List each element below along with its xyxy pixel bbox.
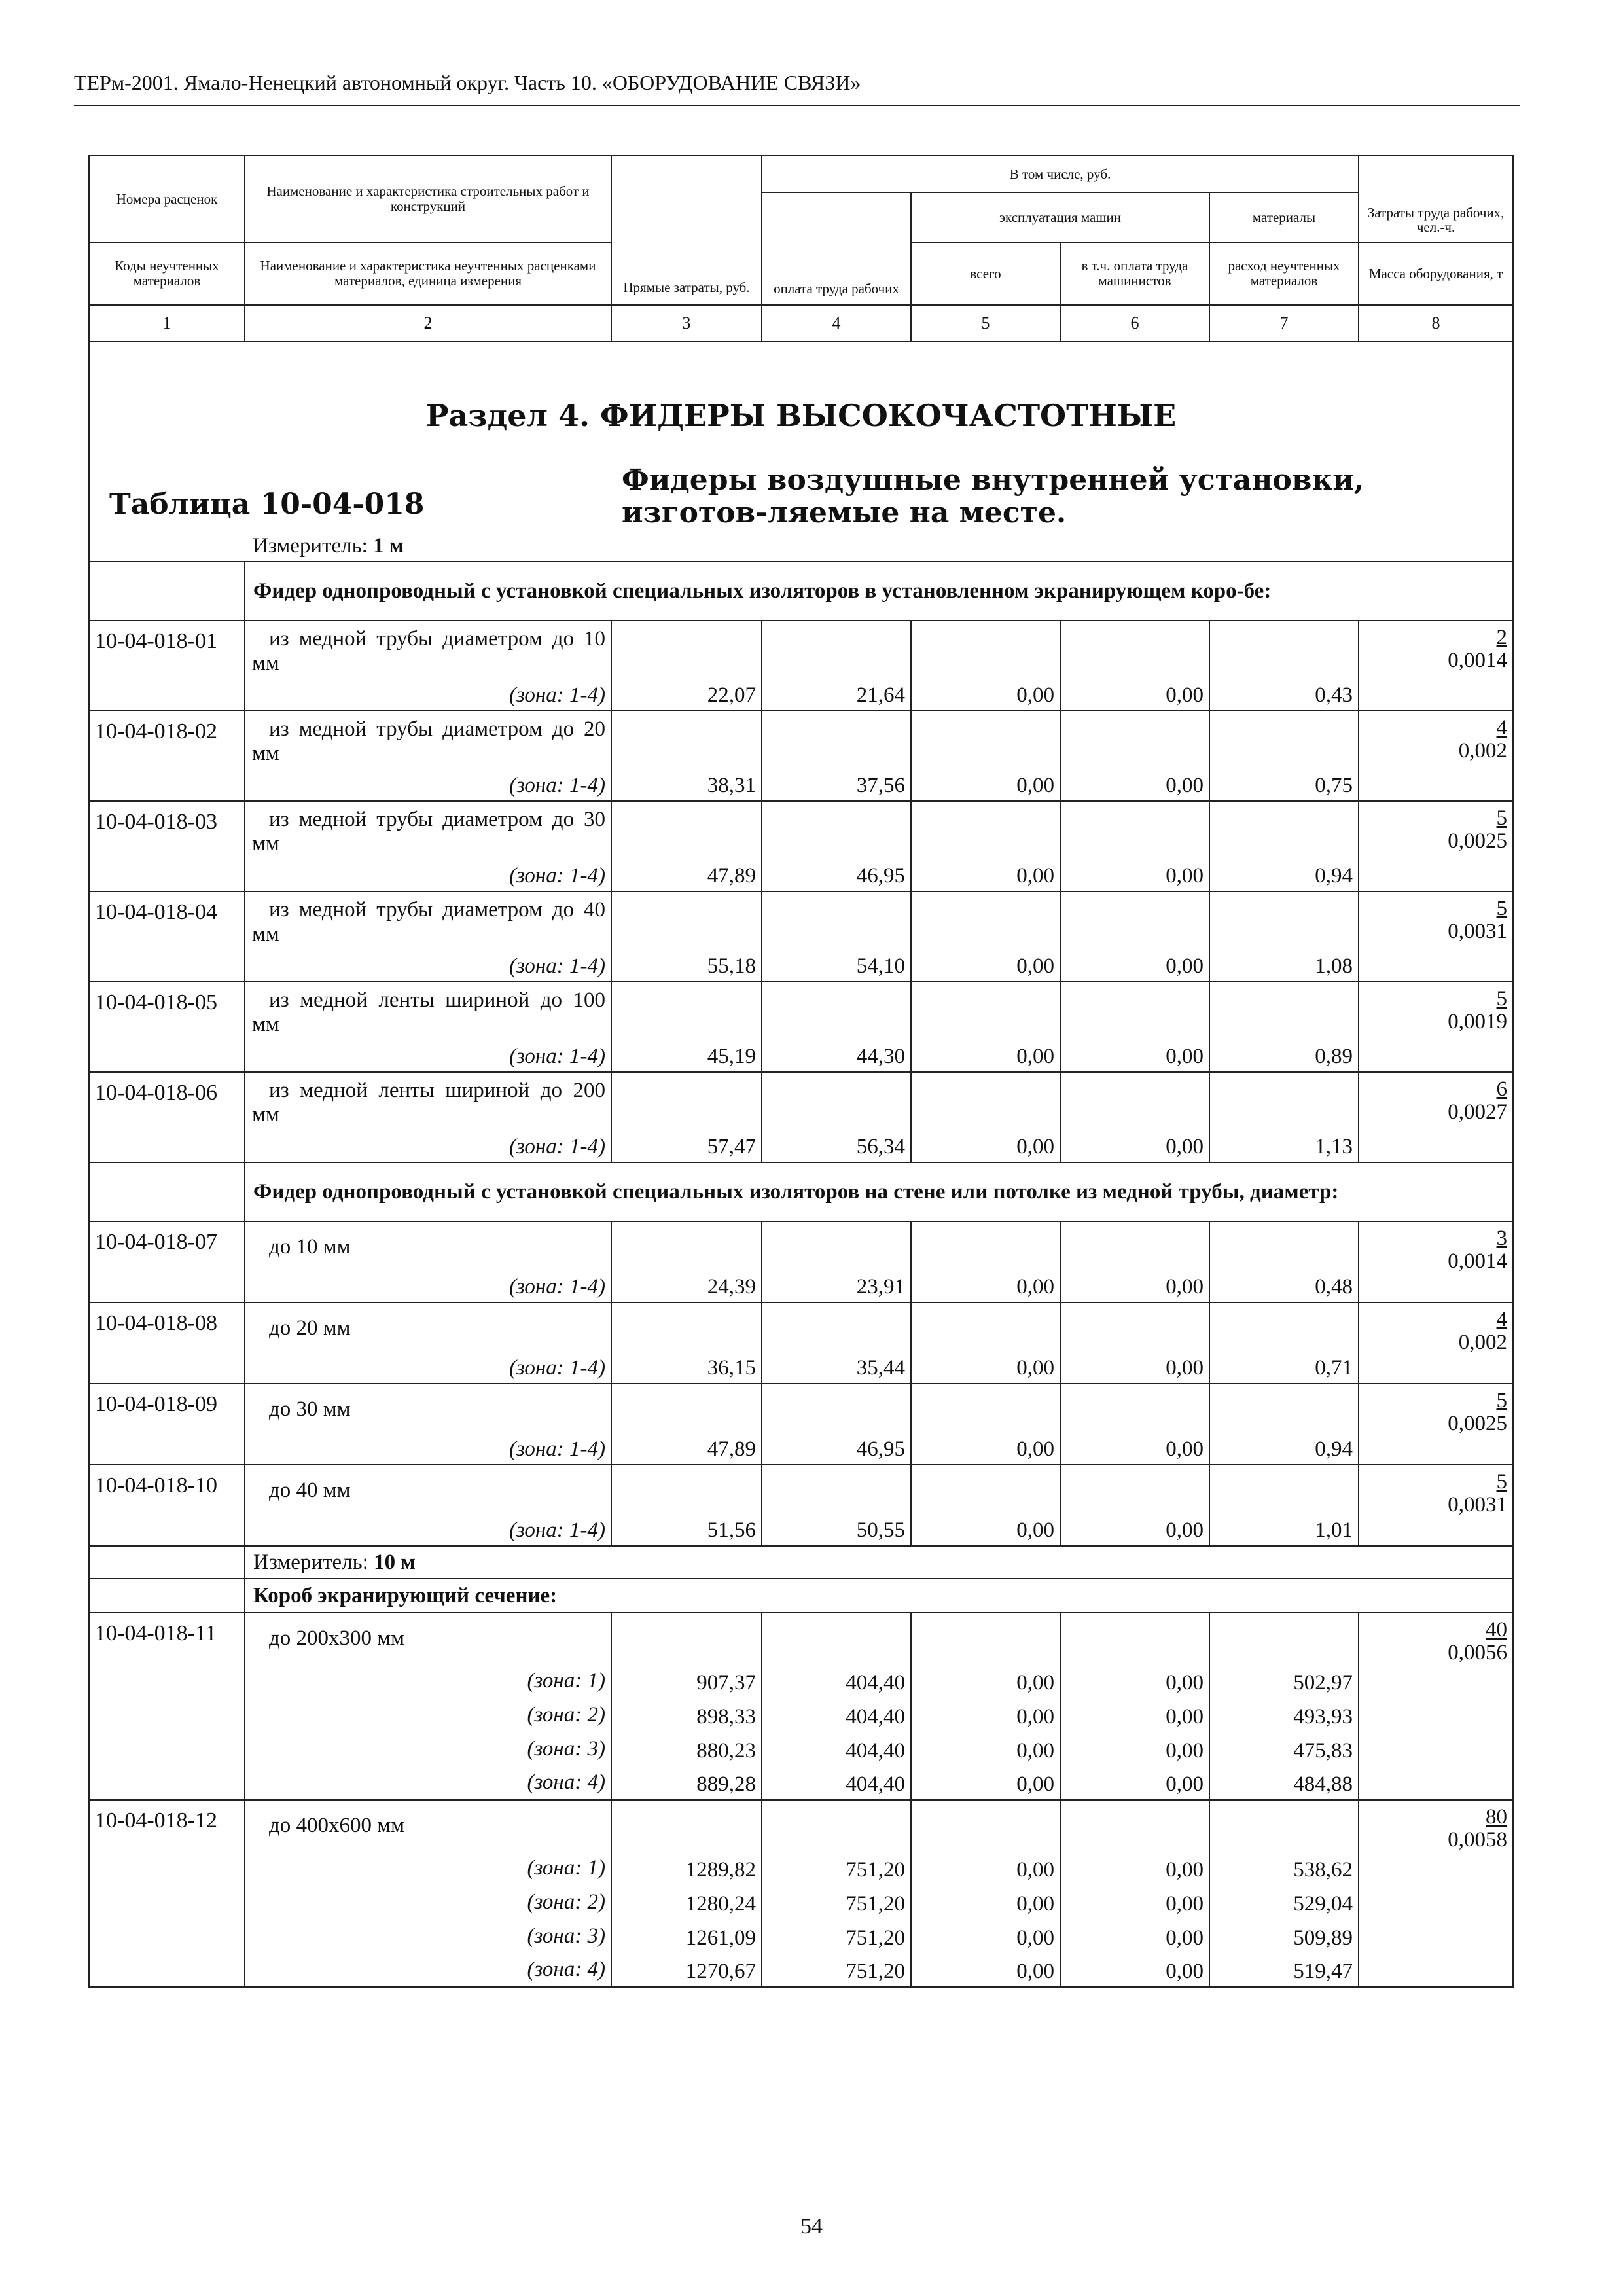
value-cell: 21,64 xyxy=(762,620,911,711)
col-header-machines: эксплуатация машин xyxy=(911,192,1209,242)
value-cell: 0,48 xyxy=(1209,1221,1359,1302)
value-cell: 37,56 xyxy=(762,711,911,801)
value-cell: 35,44 xyxy=(762,1302,911,1384)
column-number: 5 xyxy=(911,305,1060,342)
zone-label: (зона: 1-4) xyxy=(245,952,611,982)
col-header-machinist-wages: в т.ч. оплата труда машинистов xyxy=(1060,242,1209,305)
labor-mass-cell xyxy=(1359,891,1513,982)
rate-code: 10-04-018-04 xyxy=(89,891,245,982)
table-row xyxy=(89,801,1513,861)
value-cell: 1289,82 xyxy=(611,1851,762,1885)
value-cell: 1,01 xyxy=(1209,1465,1359,1546)
labor-mass-cell xyxy=(1359,711,1513,801)
labor-hours: 5 xyxy=(1496,897,1508,920)
col-header-codes: Номера расценок xyxy=(89,156,245,242)
column-number: 3 xyxy=(611,305,762,342)
value-cell: 0,00 xyxy=(911,620,1060,711)
value-cell: 0,00 xyxy=(911,1766,1060,1800)
value-cell: 751,20 xyxy=(762,1919,911,1953)
col-header-name: Наименование и характеристика строительных работ и конструкций xyxy=(245,156,611,242)
empty-cell xyxy=(762,1800,911,1851)
equipment-mass: 0,0027 xyxy=(1448,1100,1508,1124)
value-cell: 0,00 xyxy=(911,1072,1060,1162)
value-cell: 880,23 xyxy=(611,1732,762,1766)
column-number: 6 xyxy=(1060,305,1209,342)
labor-hours: 5 xyxy=(1496,1389,1508,1412)
equipment-mass: 0,0031 xyxy=(1448,919,1508,943)
labor-hours: 80 xyxy=(1486,1805,1508,1829)
value-cell: 0,00 xyxy=(1060,1072,1209,1162)
column-number: 7 xyxy=(1209,305,1359,342)
equipment-mass: 0,0019 xyxy=(1448,1009,1508,1033)
value-cell: 36,15 xyxy=(611,1302,762,1384)
value-cell: 0,00 xyxy=(1060,1465,1209,1546)
rate-description: до 400x600 мм xyxy=(245,1800,611,1851)
value-cell: 751,20 xyxy=(762,1953,911,1987)
table-row xyxy=(89,1613,1513,1664)
value-cell: 0,00 xyxy=(1060,1384,1209,1465)
rate-description: из медной трубы диаметром до 40 мм xyxy=(245,891,611,952)
value-cell: 44,30 xyxy=(762,982,911,1072)
labor-hours: 5 xyxy=(1496,987,1508,1011)
table-row xyxy=(89,1465,1513,1516)
value-cell: 502,97 xyxy=(1209,1664,1359,1698)
zone-label: (зона: 3) xyxy=(245,1732,611,1766)
col-header-incl: В том числе, руб. xyxy=(762,156,1359,192)
col-header-equipment-mass: Масса оборудования, т xyxy=(1359,242,1513,305)
value-cell: 404,40 xyxy=(762,1732,911,1766)
col-header-wages: оплата труда рабочих xyxy=(762,192,911,305)
column-number: 8 xyxy=(1359,305,1513,342)
table-row xyxy=(89,620,1513,681)
value-cell: 538,62 xyxy=(1209,1851,1359,1885)
rate-description: из медной ленты шириной до 200 мм xyxy=(245,1072,611,1132)
value-cell: 751,20 xyxy=(762,1851,911,1885)
value-cell: 529,04 xyxy=(1209,1885,1359,1919)
col-header-direct-costs: Прямые затраты, руб. xyxy=(611,156,762,305)
meter-spacer xyxy=(89,1546,245,1579)
empty-cell xyxy=(611,1800,762,1851)
value-cell: 0,00 xyxy=(911,1885,1060,1919)
meter-value: 1 м xyxy=(373,534,404,558)
rate-description: из медной трубы диаметром до 20 мм xyxy=(245,711,611,771)
empty-cell xyxy=(1209,1613,1359,1664)
zone-label: (зона: 1-4) xyxy=(245,1272,611,1302)
labor-mass-cell xyxy=(1359,982,1513,1072)
labor-mass-cell xyxy=(1359,1613,1513,1800)
value-cell: 493,93 xyxy=(1209,1698,1359,1732)
meter-2 xyxy=(245,1546,1513,1579)
group-heading-1: Фидер однопроводный с установкой специальных изоляторов в установленном экранирующем коро-бе: xyxy=(245,562,1513,620)
value-cell: 0,00 xyxy=(911,1664,1060,1698)
empty-cell xyxy=(1060,1800,1209,1851)
table-row xyxy=(89,1800,1513,1851)
col-header-labor: Затраты труда рабочих, чел.-ч. xyxy=(1359,156,1513,242)
equipment-mass: 0,0031 xyxy=(1448,1492,1508,1516)
rate-code: 10-04-018-07 xyxy=(89,1221,245,1302)
zone-label: (зона: 1-4) xyxy=(245,1516,611,1546)
zone-label: (зона: 2) xyxy=(245,1885,611,1919)
rate-description: из медной ленты шириной до 100 мм xyxy=(245,982,611,1042)
value-cell: 45,19 xyxy=(611,982,762,1072)
empty-cell xyxy=(611,1613,762,1664)
value-cell: 47,89 xyxy=(611,801,762,891)
empty-cell xyxy=(1060,1613,1209,1664)
value-cell: 57,47 xyxy=(611,1072,762,1162)
meter-value: 10 м xyxy=(374,1550,416,1574)
equipment-mass: 0,0025 xyxy=(1448,829,1508,853)
labor-mass-cell xyxy=(1359,1072,1513,1162)
value-cell: 0,00 xyxy=(1060,1221,1209,1302)
labor-mass-cell xyxy=(1359,1800,1513,1987)
zone-label: (зона: 1) xyxy=(245,1664,611,1698)
value-cell: 50,55 xyxy=(762,1465,911,1546)
rate-code: 10-04-018-09 xyxy=(89,1384,245,1465)
rate-description: до 200x300 мм xyxy=(245,1613,611,1664)
value-cell: 509,89 xyxy=(1209,1919,1359,1953)
rate-code: 10-04-018-05 xyxy=(89,982,245,1072)
value-cell: 475,83 xyxy=(1209,1732,1359,1766)
value-cell: 0,75 xyxy=(1209,711,1359,801)
rate-code: 10-04-018-12 xyxy=(89,1800,245,1987)
value-cell: 0,00 xyxy=(1060,1766,1209,1800)
rate-description: из медной трубы диаметром до 30 мм xyxy=(245,801,611,861)
rate-description: до 40 мм xyxy=(245,1465,611,1516)
value-cell: 0,00 xyxy=(1060,620,1209,711)
equipment-mass: 0,002 xyxy=(1458,738,1508,762)
value-cell: 1280,24 xyxy=(611,1885,762,1919)
value-cell: 0,00 xyxy=(1060,1664,1209,1698)
table-name: Фидеры воздушные внутренней установки, изготов-ляемые на месте. xyxy=(611,433,1513,531)
zone-label: (зона: 1-4) xyxy=(245,1132,611,1162)
labor-hours: 2 xyxy=(1496,626,1508,649)
group-heading-2: Фидер однопроводный с установкой специальных изоляторов на стене или потолке из медной трубы, диаметр: xyxy=(245,1162,1513,1221)
running-header: ТЕРм-2001. Ямало-Ненецкий автономный округ. Часть 10. «ОБОРУДОВАНИЕ СВЯЗИ» xyxy=(74,71,861,94)
value-cell: 47,89 xyxy=(611,1384,762,1465)
value-cell: 0,00 xyxy=(1060,1698,1209,1732)
column-numbers-row xyxy=(89,305,1513,342)
value-cell: 898,33 xyxy=(611,1698,762,1732)
group-heading-3: Короб экранирующий сечение: xyxy=(245,1579,1513,1613)
value-cell: 23,91 xyxy=(762,1221,911,1302)
table-row xyxy=(89,1302,1513,1354)
value-cell: 1,13 xyxy=(1209,1072,1359,1162)
labor-mass-cell xyxy=(1359,1465,1513,1546)
rate-code: 10-04-018-11 xyxy=(89,1613,245,1800)
meter-label: Измеритель: xyxy=(253,534,368,558)
value-cell: 404,40 xyxy=(762,1664,911,1698)
zone-label: (зона: 1-4) xyxy=(245,771,611,801)
empty-cell xyxy=(762,1613,911,1664)
labor-hours: 6 xyxy=(1496,1077,1508,1101)
value-cell: 0,00 xyxy=(1060,711,1209,801)
empty-cell xyxy=(911,1800,1060,1851)
empty-cell xyxy=(1209,1800,1359,1851)
zone-label: (зона: 2) xyxy=(245,1698,611,1732)
value-cell: 889,28 xyxy=(611,1766,762,1800)
value-cell: 0,00 xyxy=(1060,1732,1209,1766)
value-cell: 907,37 xyxy=(611,1664,762,1698)
value-cell: 0,00 xyxy=(1060,1851,1209,1885)
value-cell: 0,00 xyxy=(911,1384,1060,1465)
zone-label: (зона: 4) xyxy=(245,1766,611,1800)
rate-description: до 30 мм xyxy=(245,1384,611,1435)
value-cell: 0,71 xyxy=(1209,1302,1359,1384)
table-row xyxy=(89,1072,1513,1132)
zone-label: (зона: 1-4) xyxy=(245,1354,611,1384)
zone-label: (зона: 1-4) xyxy=(245,861,611,891)
value-cell: 0,00 xyxy=(1060,1302,1209,1384)
value-cell: 22,07 xyxy=(611,620,762,711)
value-cell: 24,39 xyxy=(611,1221,762,1302)
labor-hours: 3 xyxy=(1496,1227,1508,1250)
value-cell: 0,00 xyxy=(911,1302,1060,1384)
value-cell: 0,00 xyxy=(1060,891,1209,982)
meter-1 xyxy=(245,531,1513,562)
value-cell: 38,31 xyxy=(611,711,762,801)
col-header-unaccounted-materials: расход неучтенных материалов xyxy=(1209,242,1359,305)
page-number: 54 xyxy=(800,2214,823,2238)
meter-label: Измеритель: xyxy=(253,1550,368,1574)
zone-label: (зона: 1-4) xyxy=(245,1042,611,1072)
value-cell: 0,00 xyxy=(911,1953,1060,1987)
table-row xyxy=(89,982,1513,1042)
rate-code: 10-04-018-10 xyxy=(89,1465,245,1546)
labor-mass-cell xyxy=(1359,1221,1513,1302)
labor-mass-cell xyxy=(1359,1384,1513,1465)
table-row xyxy=(89,1221,1513,1272)
value-cell: 0,43 xyxy=(1209,620,1359,711)
column-number: 2 xyxy=(245,305,611,342)
labor-hours: 40 xyxy=(1486,1618,1508,1641)
rate-code: 10-04-018-06 xyxy=(89,1072,245,1162)
header-rule xyxy=(74,105,1520,106)
value-cell: 0,00 xyxy=(911,1221,1060,1302)
equipment-mass: 0,0025 xyxy=(1448,1411,1508,1435)
value-cell: 0,00 xyxy=(1060,982,1209,1072)
rates-table xyxy=(88,155,1514,1988)
col-header-materials: материалы xyxy=(1209,192,1359,242)
equipment-mass: 0,0058 xyxy=(1448,1827,1508,1852)
value-cell: 0,00 xyxy=(1060,1885,1209,1919)
value-cell: 0,89 xyxy=(1209,982,1359,1072)
value-cell: 56,34 xyxy=(762,1072,911,1162)
group-spacer xyxy=(89,1579,245,1613)
value-cell: 55,18 xyxy=(611,891,762,982)
value-cell: 0,00 xyxy=(1060,801,1209,891)
value-cell: 1261,09 xyxy=(611,1919,762,1953)
labor-hours: 4 xyxy=(1496,716,1508,740)
value-cell: 484,88 xyxy=(1209,1766,1359,1800)
empty-cell xyxy=(911,1613,1060,1664)
column-number: 4 xyxy=(762,305,911,342)
group-spacer xyxy=(89,562,245,620)
rate-description: до 20 мм xyxy=(245,1302,611,1354)
group-spacer xyxy=(89,1162,245,1221)
labor-mass-cell xyxy=(1359,620,1513,711)
zone-label: (зона: 4) xyxy=(245,1953,611,1987)
value-cell: 0,94 xyxy=(1209,801,1359,891)
value-cell: 404,40 xyxy=(762,1698,911,1732)
equipment-mass: 0,0014 xyxy=(1448,1249,1508,1273)
value-cell: 0,00 xyxy=(911,1465,1060,1546)
table-label: Таблица 10-04-018 xyxy=(89,433,611,531)
value-cell: 0,00 xyxy=(911,711,1060,801)
section-title: Раздел 4. ФИДЕРЫ ВЫСОКОЧАСТОТНЫЕ xyxy=(89,342,1513,433)
labor-mass-cell xyxy=(1359,1302,1513,1384)
rate-code: 10-04-018-01 xyxy=(89,620,245,711)
col-header-mat-name: Наименование и характеристика неучтенных расценками материалов, единица измерения xyxy=(245,242,611,305)
value-cell: 0,00 xyxy=(911,982,1060,1072)
value-cell: 1270,67 xyxy=(611,1953,762,1987)
value-cell: 751,20 xyxy=(762,1885,911,1919)
value-cell: 0,00 xyxy=(1060,1919,1209,1953)
labor-hours: 5 xyxy=(1496,1470,1508,1494)
zone-label: (зона: 1-4) xyxy=(245,1435,611,1465)
value-cell: 0,00 xyxy=(911,1919,1060,1953)
value-cell: 0,00 xyxy=(911,891,1060,982)
col-header-mat-codes: Коды неучтенных материалов xyxy=(89,242,245,305)
col-header-machines-total: всего xyxy=(911,242,1060,305)
equipment-mass: 0,0014 xyxy=(1448,648,1508,672)
value-cell: 0,00 xyxy=(1060,1953,1209,1987)
labor-mass-cell xyxy=(1359,801,1513,891)
value-cell: 46,95 xyxy=(762,1384,911,1465)
rate-code: 10-04-018-03 xyxy=(89,801,245,891)
value-cell: 0,00 xyxy=(911,1698,1060,1732)
rate-description: до 10 мм xyxy=(245,1221,611,1272)
value-cell: 519,47 xyxy=(1209,1953,1359,1987)
zone-label: (зона: 1) xyxy=(245,1851,611,1885)
column-number: 1 xyxy=(89,305,245,342)
value-cell: 54,10 xyxy=(762,891,911,982)
value-cell: 0,94 xyxy=(1209,1384,1359,1465)
value-cell: 0,00 xyxy=(911,801,1060,891)
value-cell: 0,00 xyxy=(911,1851,1060,1885)
value-cell: 1,08 xyxy=(1209,891,1359,982)
rate-description: из медной трубы диаметром до 10 мм xyxy=(245,620,611,681)
labor-hours: 4 xyxy=(1496,1308,1508,1331)
table-row xyxy=(89,891,1513,952)
equipment-mass: 0,0056 xyxy=(1448,1640,1508,1664)
zone-label: (зона: 1-4) xyxy=(245,681,611,711)
rate-code: 10-04-018-08 xyxy=(89,1302,245,1384)
table-row xyxy=(89,1384,1513,1435)
rate-code: 10-04-018-02 xyxy=(89,711,245,801)
value-cell: 0,00 xyxy=(911,1732,1060,1766)
value-cell: 51,56 xyxy=(611,1465,762,1546)
zone-label: (зона: 3) xyxy=(245,1919,611,1953)
value-cell: 46,95 xyxy=(762,801,911,891)
value-cell: 404,40 xyxy=(762,1766,911,1800)
labor-hours: 5 xyxy=(1496,806,1508,830)
table-row xyxy=(89,711,1513,771)
equipment-mass: 0,002 xyxy=(1458,1330,1508,1354)
